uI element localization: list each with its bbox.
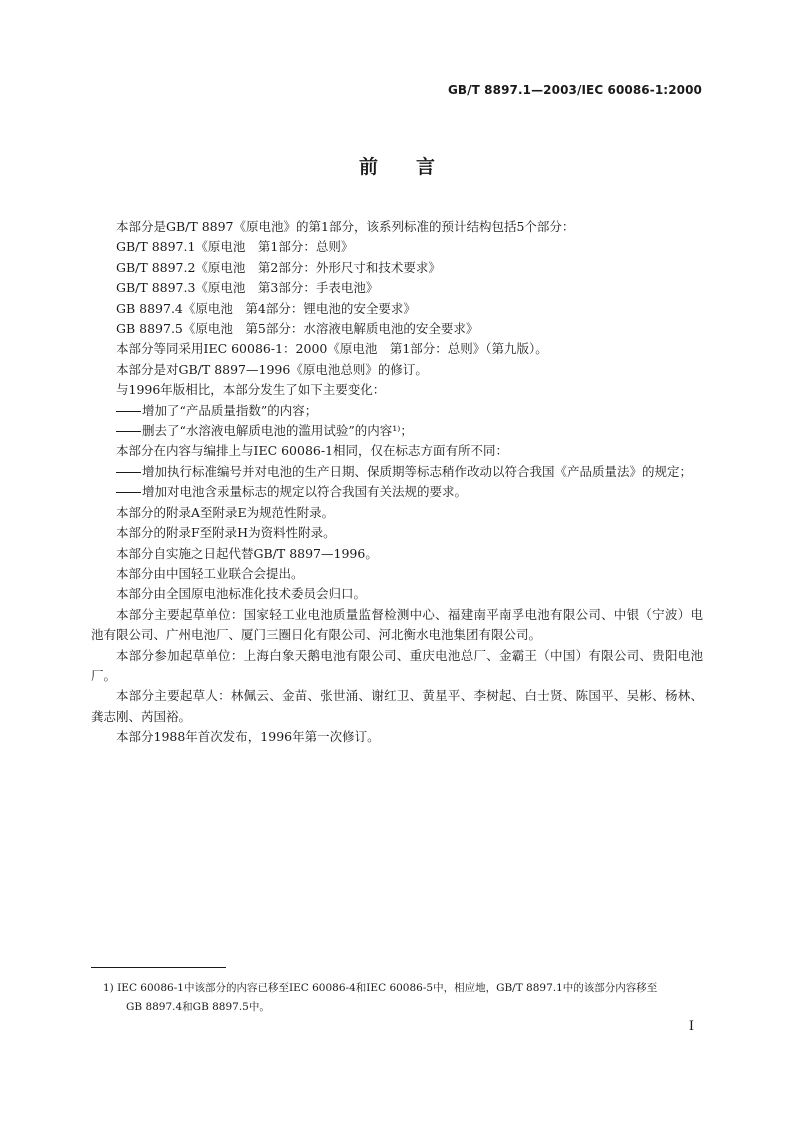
footnote: [103, 979, 703, 1017]
paragraph-revision: 本部分是对GB/T 8897—1996《原电池总则》的修订。: [116, 361, 428, 377]
footnote-marker: 1): [103, 982, 114, 994]
footnote-line-1: 1) IEC 60086-1中该部分的内容已移至IEC 60086-4和IEC 60086-5中，相应地，GB/T 8897.1中的该部分内容移至: [103, 982, 658, 994]
paragraph-history: 本部分1988年首次发布，1996年第一次修订。: [116, 729, 380, 745]
paragraph-part-2: GB/T 8897.2《原电池 第2部分：外形尺寸和技术要求》: [116, 259, 441, 275]
paragraph-part-3: GB/T 8897.3《原电池 第3部分：手表电池》: [116, 280, 379, 296]
dash-item-mercury: 增加对电池含汞量标志的规定以符合我国有关法规的要求。: [91, 482, 703, 502]
paragraph-participating-drafters: 本部分参加起草单位：上海白象天鹅电池有限公司、重庆电池总厂、金霸王（中国）有限公司、贵阳电池厂。: [91, 647, 703, 683]
paragraph-replaces: 本部分自实施之日起代替GB/T 8897—1996。: [116, 545, 378, 561]
paragraph-proposed-by: 本部分由中国轻工业联合会提出。: [116, 565, 304, 581]
paragraph-normative-annexes: 本部分的附录A至附录E为规范性附录。: [116, 504, 335, 520]
dash-item-added: 增加了“产品质量指数”的内容；: [91, 401, 703, 421]
page-number: I: [688, 1019, 694, 1034]
paragraph-informative-annexes: 本部分的附录F至附录H为资料性附录。: [116, 525, 336, 541]
footnote-separator: [91, 967, 226, 968]
paragraph-drafting-persons: 本部分主要起草人：林佩云、金苗、张世涌、谢红卫、黄星平、李树起、白士贤、陈国平、吴彬、杨林、龚志刚、芮国裕。: [91, 688, 703, 724]
paragraph-adoption: 本部分等同采用IEC 60086-1：2000《原电池 第1部分：总则》（第九版）。: [116, 341, 548, 357]
paragraph-main-drafters: 本部分主要起草单位：国家轻工业电池质量监督检测中心、福建南平南孚电池有限公司、中银（宁波）电池有限公司、广州电池厂、厦门三圈日化有限公司、河北衡水电池集团有限公司。: [91, 606, 703, 643]
footnote-line-2: GB 8897.4和GB 8897.5中。: [126, 1001, 270, 1013]
paragraph-intro: 本部分是GB/T 8897《原电池》的第1部分，该系列标准的预计结构包括5个部分：: [116, 219, 575, 234]
paragraph-part-4: GB 8897.4《原电池 第4部分：锂电池的安全要求》: [116, 300, 416, 316]
paragraph-managed-by: 本部分由全国原电池标准化技术委员会归口。: [116, 586, 367, 602]
dash-item-removed: 删去了“水溶液电解质电池的滥用试验”的内容¹⁾；: [91, 421, 703, 441]
foreword-body: [91, 217, 703, 748]
paragraph-changes-intro: 与1996年版相比，本部分发生了如下主要变化：: [116, 382, 386, 398]
em-dash-mark: [116, 431, 141, 432]
dash-item-marking: 增加执行标准编号并对电池的生产日期、保质期等标志稍作改动以符合我国《产品质量法》的规定；: [91, 462, 703, 482]
standard-code-header: GB/T 8897.1—2003/IEC 60086-1:2000: [447, 83, 702, 97]
em-dash-mark: [116, 411, 141, 412]
paragraph-part-1: GB/T 8897.1《原电池 第1部分：总则》: [116, 239, 354, 255]
em-dash-mark: [116, 472, 141, 473]
page-title: 前言: [358, 156, 473, 178]
paragraph-part-5: GB 8897.5《原电池 第5部分：水溶液电解质电池的安全要求》: [116, 321, 479, 337]
paragraph-differences-intro: 本部分在内容与编排上与IEC 60086-1相同，仅在标志方面有所不同：: [116, 443, 509, 459]
em-dash-mark: [116, 492, 141, 493]
